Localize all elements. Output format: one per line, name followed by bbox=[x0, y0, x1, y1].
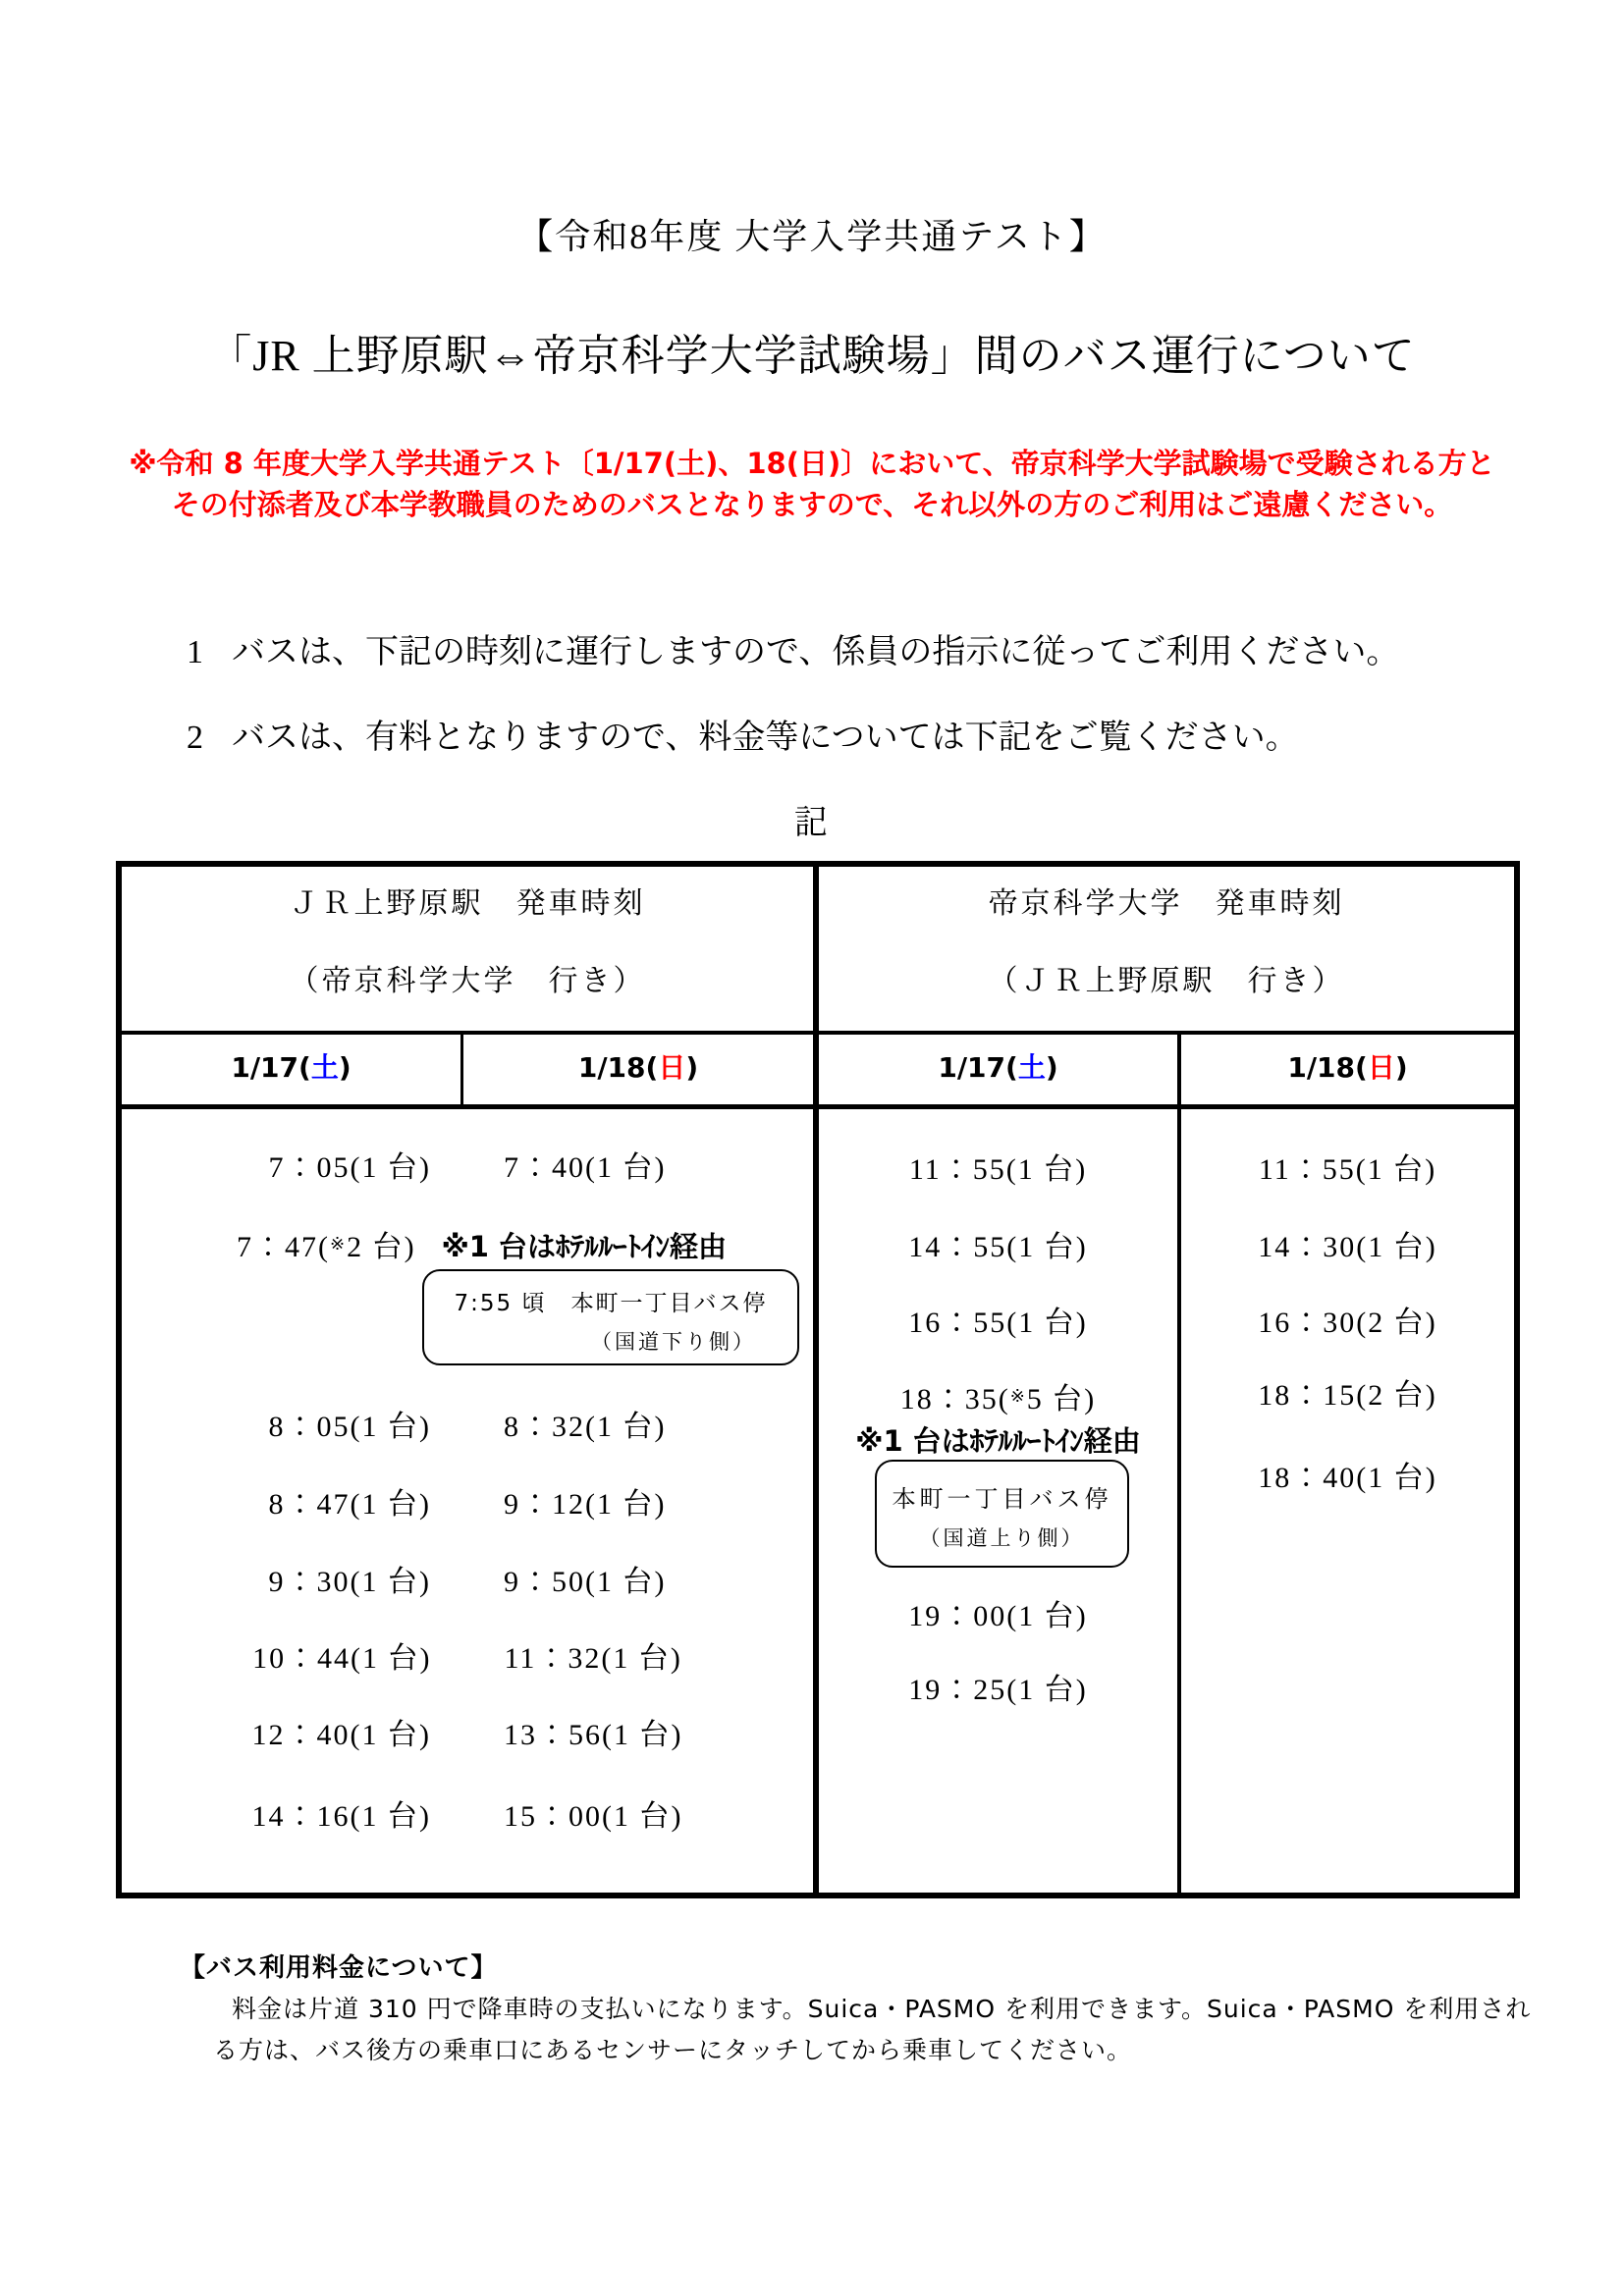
timetable-cell bbox=[1181, 1303, 1514, 1344]
departure-time: 11：55(1 台) bbox=[908, 1153, 1088, 1186]
timetable-row bbox=[122, 1638, 813, 1680]
item-2-number: 2 bbox=[187, 720, 203, 756]
departure-time bbox=[900, 1383, 1097, 1415]
date-right-sun bbox=[1181, 1031, 1514, 1104]
right-header-line1: 帝京科学大学 発車時刻 bbox=[988, 887, 1345, 920]
timetable-cell bbox=[1181, 1227, 1514, 1268]
hotel-route-note: ※1 台はﾎﾃﾙﾙｰﾄｲﾝ経由 bbox=[855, 1424, 1141, 1458]
timetable-cell bbox=[819, 1596, 1177, 1637]
numbered-item-2 bbox=[187, 710, 1299, 758]
bus-timetable bbox=[116, 861, 1520, 1898]
record-mark: 記 bbox=[794, 805, 830, 841]
departure-time: 8：05(1 台) bbox=[268, 1411, 431, 1443]
timetable-row bbox=[122, 1407, 813, 1448]
fare-section-heading: 【バス利用料金について】 bbox=[180, 1953, 498, 1983]
reference-mark: ※ bbox=[1009, 1386, 1027, 1406]
departure-time: 9：12(1 台) bbox=[504, 1488, 667, 1521]
departure-time: 12：40(1 台) bbox=[251, 1719, 431, 1751]
departure-time: 11：55(1 台) bbox=[1258, 1153, 1437, 1186]
date-left-sat bbox=[122, 1031, 460, 1104]
date-right-sat bbox=[819, 1031, 1177, 1104]
hotel-route-note: ※1 台はﾎﾃﾙﾙｰﾄｲﾝ経由 bbox=[441, 1230, 728, 1263]
time-text: 18：35( bbox=[899, 1383, 1010, 1415]
bus-stop-side: （国道下り側） bbox=[591, 1330, 756, 1354]
timetable-row bbox=[122, 1148, 813, 1189]
date-text: 1/18( bbox=[1287, 1051, 1368, 1084]
departure-time: 14：30(1 台) bbox=[1258, 1231, 1437, 1263]
bus-stop-callout-left bbox=[422, 1269, 799, 1365]
timetable-cell bbox=[819, 1375, 1177, 1416]
timetable-row bbox=[122, 1484, 813, 1525]
document-subtitle: 「JR 上野原駅⇔帝京科学大学試験場」間のバス運行について bbox=[208, 332, 1416, 380]
bus-stop-side: （国道上り側） bbox=[919, 1526, 1085, 1550]
numbered-item-1 bbox=[187, 624, 1399, 672]
departure-time: 14：16(1 台) bbox=[251, 1800, 431, 1833]
departure-time: 8：47(1 台) bbox=[268, 1488, 431, 1521]
departure-time: 10：44(1 台) bbox=[252, 1642, 432, 1675]
date-text: 1/18( bbox=[577, 1051, 659, 1084]
date-text: ) bbox=[1394, 1051, 1408, 1084]
time-text: 7：47( bbox=[237, 1231, 330, 1263]
date-day-sat: 土 bbox=[1017, 1051, 1046, 1084]
timetable-cell bbox=[819, 1670, 1177, 1711]
timetable-row bbox=[122, 1562, 813, 1603]
date-day-sat: 土 bbox=[310, 1051, 339, 1084]
item-1-number: 1 bbox=[187, 634, 203, 670]
departure-time: 9：50(1 台) bbox=[504, 1566, 667, 1598]
item-1-text: バスは、下記の時刻に運行しますので、係員の指示に従ってご利用ください。 bbox=[232, 634, 1400, 670]
left-header-line1: ＪＲ上野原駅 発車時刻 bbox=[289, 887, 646, 920]
fare-text-line1: 料金は片道 310 円で降車時の支払いになります。Suica・PASMO を利用できます。Suica・PASMO を利用され bbox=[232, 1995, 1532, 2023]
reference-mark: ※ bbox=[330, 1234, 348, 1254]
date-day-sun: 日 bbox=[1367, 1051, 1395, 1084]
time-text: 5 台) bbox=[1026, 1383, 1097, 1415]
timetable-row bbox=[122, 1715, 813, 1756]
bus-stop-callout-right bbox=[875, 1460, 1129, 1568]
restriction-notice-line1: ※令和 8 年度大学入学共通テスト〔1/17(土)、18(日)〕において、帝京科学大学試験場で受験される方と bbox=[129, 447, 1495, 480]
bus-stop-name: 本町一丁目バス停 bbox=[892, 1485, 1112, 1513]
departure-time: 19：25(1 台) bbox=[908, 1674, 1088, 1706]
timetable-cell bbox=[1181, 1149, 1514, 1191]
timetable-cell bbox=[819, 1420, 1177, 1462]
departure-time: 7：05(1 台) bbox=[268, 1151, 431, 1184]
timetable-cell bbox=[819, 1149, 1177, 1191]
left-header-line2: （帝京科学大学 行き） bbox=[289, 965, 646, 997]
date-text: 1/17( bbox=[938, 1051, 1018, 1084]
fare-text-line2: る方は、バス後方の乗車口にあるセンサーにタッチしてから乗車してください。 bbox=[213, 2036, 1133, 2064]
departure-time bbox=[237, 1231, 416, 1263]
departure-time: 14：55(1 台) bbox=[908, 1231, 1088, 1263]
timetable-row bbox=[122, 1796, 813, 1838]
departure-time: 13：56(1 台) bbox=[504, 1719, 683, 1751]
bus-stop-name: 7:55 頃 本町一丁目バス停 bbox=[454, 1291, 768, 1316]
departure-time: 16：30(2 台) bbox=[1258, 1307, 1437, 1339]
item-2-text: バスは、有料となりますので、料金等については下記をご覧ください。 bbox=[232, 720, 1299, 756]
timetable-cell bbox=[819, 1227, 1177, 1268]
right-header-line2: （ＪＲ上野原駅 行き） bbox=[988, 965, 1345, 997]
departure-time: 19：00(1 台) bbox=[908, 1600, 1088, 1632]
departure-time: 16：55(1 台) bbox=[908, 1307, 1088, 1339]
date-left-sun bbox=[463, 1031, 813, 1104]
date-text: ) bbox=[338, 1051, 352, 1084]
departure-time: 9：30(1 台) bbox=[268, 1566, 431, 1598]
date-day-sun: 日 bbox=[658, 1051, 686, 1084]
date-text: ) bbox=[685, 1051, 699, 1084]
departure-time: 7：40(1 台) bbox=[504, 1151, 667, 1184]
timetable-cell bbox=[1181, 1375, 1514, 1416]
departure-time: 11：32(1 台) bbox=[504, 1642, 682, 1675]
departure-time: 8：32(1 台) bbox=[504, 1411, 667, 1443]
departure-time: 18：15(2 台) bbox=[1258, 1379, 1437, 1412]
timetable-row bbox=[122, 1223, 813, 1264]
date-text: ) bbox=[1045, 1051, 1058, 1084]
date-text: 1/17( bbox=[231, 1051, 311, 1084]
time-text: 2 台) bbox=[347, 1231, 416, 1263]
departure-time: 15：00(1 台) bbox=[504, 1800, 683, 1833]
restriction-notice-line2: その付添者及び本学教職員のためのバスとなりますので、それ以外の方のご利用はご遠慮ください。 bbox=[171, 488, 1453, 521]
document-title: 【令和8年度 大学入学共通テスト】 bbox=[517, 217, 1107, 256]
timetable-cell bbox=[819, 1303, 1177, 1344]
table-border-right bbox=[1514, 861, 1520, 1898]
departure-time: 18：40(1 台) bbox=[1258, 1462, 1437, 1494]
timetable-cell bbox=[1181, 1458, 1514, 1499]
restriction-notice bbox=[0, 443, 1624, 525]
